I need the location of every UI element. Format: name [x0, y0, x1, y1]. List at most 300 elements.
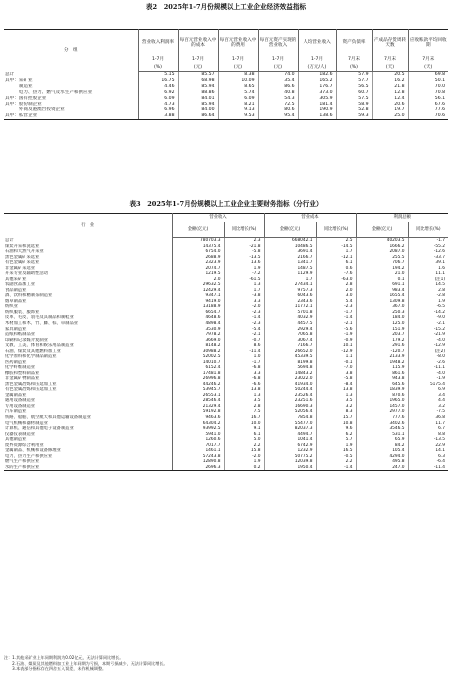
cell-value: 5.74: [218, 90, 258, 96]
cell-value: -6.4: [436, 459, 445, 465]
cell-value: 5.0: [224, 437, 264, 443]
cell-value: -1.9: [436, 376, 445, 382]
column-header: 每百元资产实现的营业收入: [258, 30, 298, 56]
industry-label: 煤炭开采和洗选业: [4, 244, 172, 250]
cell-value: 85.94: [178, 102, 218, 108]
cell-value: 72.5: [258, 102, 298, 108]
cell-value: -13.5: [224, 255, 264, 261]
cell-value: 5175.4: [429, 381, 445, 387]
cell-value: 26652.0: [264, 349, 316, 355]
cell-value: 68.98: [178, 78, 218, 84]
cell-value: 8148.2: [172, 343, 224, 349]
cell-value: 2929.4: [264, 327, 316, 333]
cell-value: 13.8: [316, 387, 356, 393]
cell-value: 2343.6: [264, 299, 316, 305]
industry-label: 仪器仪表制造业: [4, 432, 172, 438]
cell-value: 7978.2: [172, 332, 224, 338]
cell-value: -8.4: [316, 382, 356, 388]
industry-label: 皮革、毛皮、羽毛及其制品和制鞋业: [4, 315, 172, 321]
cell-value: 1457.0: [356, 404, 408, 410]
cell-value: -1.4: [224, 315, 264, 321]
cell-value: 16.75: [138, 78, 178, 84]
cell-value: 21329.4: [172, 404, 224, 410]
unit-label: (元): [258, 64, 298, 72]
industry-label: 总计: [4, 238, 172, 244]
cell-value: -1.7: [436, 238, 445, 243]
industry-column-header: 行 业: [4, 214, 172, 238]
cell-value: -33.7: [433, 254, 445, 260]
cell-value: 52.8: [336, 107, 372, 113]
industry-label: 食品制造业: [4, 288, 172, 294]
column-header: 每百元营业收入中的成本: [178, 30, 218, 56]
cell-value: 2133.9: [356, 354, 408, 360]
industry-label: 家具制造业: [4, 327, 172, 333]
cell-value: 6.1: [224, 432, 264, 438]
group-header-revenue: 营业收入: [172, 214, 264, 222]
industry-label: 电气机械和器材制造业: [4, 421, 172, 427]
cell-value: 10.0: [224, 421, 264, 427]
cell-value: 9.6: [316, 426, 356, 432]
cell-value: 86.6: [258, 84, 298, 90]
cell-value: -12.1: [316, 255, 356, 261]
cell-value: 2.0: [172, 277, 224, 283]
cell-value: 1260.6: [172, 437, 224, 443]
cell-value: -0.5: [316, 454, 356, 460]
cell-value: 16.5: [316, 448, 356, 454]
cell-value: 20.6: [372, 102, 408, 108]
cell-value: -5.8: [316, 376, 356, 382]
row-label: 其中：国有控股企业: [4, 96, 138, 102]
cell-value: 8.8: [438, 431, 445, 437]
cell-value: (注1): [434, 276, 445, 282]
industry-label: 有色金属冶炼和压延加工业: [4, 387, 172, 393]
cell-value: 12890.8: [172, 459, 224, 465]
cell-value: 531.1: [356, 432, 408, 438]
cell-value: -2.1: [436, 320, 445, 326]
cell-value: 2.2: [224, 443, 264, 449]
cell-value: 10.1: [316, 343, 356, 349]
cell-value: 3.3: [224, 371, 264, 377]
cell-value: 1.9: [438, 298, 445, 304]
cell-value: 983.4: [356, 288, 408, 294]
cell-value: 3.8: [316, 371, 356, 377]
cell-value: -7.0: [316, 365, 356, 371]
cell-value: 138.6: [298, 113, 336, 119]
cell-value: 52056.4: [264, 409, 316, 415]
cell-value: 30988.2: [172, 349, 224, 355]
cell-value: 1.1: [316, 354, 356, 360]
cell-value: 40203.5: [356, 238, 408, 244]
cell-value: 14010.7: [172, 360, 224, 366]
table2-efficiency-indicators: [4, 29, 448, 120]
cell-value: 26553.1: [172, 393, 224, 399]
cell-value: -7.6: [316, 271, 356, 277]
industry-label: 非金属矿采选业: [4, 266, 172, 272]
cell-value: 179.2: [356, 338, 408, 344]
cell-value: 22.9: [435, 442, 445, 448]
unit-label: (天): [372, 64, 408, 72]
cell-value: 6043.6: [264, 293, 316, 299]
cell-value: -13.5: [433, 437, 445, 443]
cell-value: 10486.5: [264, 244, 316, 250]
cell-value: -4.0: [436, 337, 445, 343]
industry-label: 黑色金属矿采选业: [4, 255, 172, 261]
cell-value: -11.1: [433, 365, 445, 371]
cell-value: 5.7: [316, 437, 356, 443]
industry-label: 黑色金属冶炼和压延加工业: [4, 382, 172, 388]
cell-value: -9.0: [436, 315, 445, 321]
industry-label: 开采专业及辅助性活动: [4, 271, 172, 277]
cell-value: 77.6: [434, 107, 445, 113]
cell-value: 2.8: [316, 282, 356, 288]
row-label: 总计: [4, 72, 138, 78]
cell-value: 1.7: [316, 249, 356, 255]
cell-value: 14843.2: [264, 371, 316, 377]
cell-value: 6.9: [438, 387, 445, 393]
cell-value: 6.3: [438, 453, 445, 459]
cell-value: 4.73: [138, 102, 178, 108]
industry-label: 汽车制造业: [4, 409, 172, 415]
cell-value: -2.1: [316, 321, 356, 327]
cell-value: -14.2: [433, 309, 445, 315]
cell-value: 373.0: [298, 90, 336, 96]
growth-header: 同比增长(%): [408, 222, 448, 238]
cell-value: 367.0: [356, 304, 408, 310]
cell-value: 9.13: [218, 107, 258, 113]
cell-value: 194.2: [356, 266, 408, 272]
cell-value: 2087.0: [356, 249, 408, 255]
cell-value: 5.4: [316, 299, 356, 305]
group-header-cost: 营业成本: [264, 214, 356, 222]
cell-value: 16.7: [224, 415, 264, 421]
cell-value: -3.8: [224, 293, 264, 299]
cell-value: 1.3: [224, 282, 264, 288]
cell-value: -63.0: [316, 277, 356, 283]
cell-value: 6.92: [138, 90, 178, 96]
cell-value: 6.1: [316, 260, 356, 266]
table3-title: 表3 2025年1-7月份规模以上工业企业主要财务指标（分行业）: [129, 200, 323, 208]
cell-value: -1.9: [316, 332, 356, 338]
table3-financial-indicators-by-industry: [4, 213, 448, 471]
unit-label: (元): [218, 64, 258, 72]
industry-label: 化学纤维制造业: [4, 365, 172, 371]
cell-value: -12.9: [316, 349, 356, 355]
cell-value: 255.5: [356, 255, 408, 261]
cell-value: 9347.1: [172, 293, 224, 299]
industry-label: 水的生产和供应业: [4, 465, 172, 471]
row-label: 其中：私营企业: [4, 113, 138, 119]
cell-value: 57.5: [336, 96, 372, 102]
cell-value: 115.9: [356, 365, 408, 371]
cell-value: 1.9: [224, 266, 264, 272]
cell-value: 59.3: [336, 113, 372, 119]
cell-value: 943.8: [356, 376, 408, 382]
cell-value: 7854.8: [264, 415, 316, 421]
cell-value: -6.8: [224, 365, 264, 371]
cell-value: 2166.7: [264, 255, 316, 261]
cell-value: 70.8: [434, 89, 445, 95]
cell-value: 19.7: [372, 107, 408, 113]
cell-value: 28546.4: [172, 398, 224, 404]
industry-label: 医药制造业: [4, 360, 172, 366]
industry-label: 石油、煤炭及其他燃料加工业: [4, 349, 172, 355]
table-row: [4, 113, 448, 119]
industry-label: 印刷和记录媒介复制业: [4, 338, 172, 344]
cell-value: 184.0: [356, 315, 408, 321]
cell-value: 3.5: [316, 398, 356, 404]
cell-value: -55.2: [433, 243, 445, 249]
cell-value: 1.7: [224, 288, 264, 294]
cell-value: -2.3: [224, 321, 264, 327]
unit-label: (元): [178, 64, 218, 72]
cell-value: 40.8: [258, 90, 298, 96]
cell-value: 84.2: [356, 443, 408, 449]
cell-value: -8.0: [436, 354, 445, 360]
cell-value: 3067.4: [264, 338, 316, 344]
cell-value: 6654.7: [172, 310, 224, 316]
cell-value: 861.6: [356, 371, 408, 377]
amount-header: 金额(亿元): [172, 222, 224, 238]
cell-value: -5.4: [224, 327, 264, 333]
row-label: 制造业: [4, 84, 138, 90]
cell-value: 1839.9: [356, 387, 408, 393]
cell-value: 5941.0: [172, 432, 224, 438]
cell-value: 305.9: [298, 96, 336, 102]
cell-value: 29632.5: [172, 282, 224, 288]
cell-value: 6.7: [438, 426, 445, 432]
cell-value: 13.6: [224, 260, 264, 266]
cell-value: 691.1: [356, 282, 408, 288]
cell-value: 706.7: [356, 260, 408, 266]
cell-value: 151.9: [356, 327, 408, 333]
cell-value: 36.8: [435, 415, 445, 420]
row-label: 其中：股份制企业: [4, 102, 138, 108]
cell-value: 668042.1: [264, 238, 316, 244]
cell-value: 80.6: [258, 107, 298, 113]
cell-value: -11.4: [408, 465, 448, 471]
cell-value: 9.53: [218, 113, 258, 119]
cell-value: -15.2: [433, 326, 445, 332]
cell-value: -2.3: [224, 310, 264, 316]
cell-value: 1.3: [316, 393, 356, 399]
industry-label: 有色金属矿采选业: [4, 260, 172, 266]
period-label: 7月末: [336, 56, 372, 64]
cell-value: 182.6: [298, 72, 336, 78]
cell-value: 11772.1: [264, 304, 316, 310]
cell-value: 4494.7: [264, 432, 316, 438]
cell-value: 1.0: [224, 354, 264, 360]
cell-value: 69.8: [434, 72, 445, 77]
cell-value: 7017.7: [172, 443, 224, 449]
cell-value: 3691.4: [264, 249, 316, 255]
cell-value: 1965.0: [356, 398, 408, 404]
cell-value: 6754.0: [172, 249, 224, 255]
cell-value: 2323.9: [172, 260, 224, 266]
row-label: 其中：采矿业: [4, 78, 138, 84]
cell-value: 250.3: [356, 310, 408, 316]
cell-value: 9757.3: [264, 288, 316, 294]
cell-value: 176.7: [298, 84, 336, 90]
footnote-line: 2.石油、煤炭及其他燃料加工业上年同期为亏损，本期亏损减少，无法计算同比增长。: [4, 660, 168, 666]
cell-value: 13188.9: [172, 304, 224, 310]
cell-value: 2.3: [224, 238, 264, 244]
cell-value: 88.86: [178, 90, 218, 96]
cell-value: 1041.4: [264, 437, 316, 443]
cell-value: 74.0: [258, 72, 298, 78]
cell-value: -1.7: [316, 310, 356, 316]
period-label: 1-7月: [298, 56, 336, 64]
cell-value: 291.6: [356, 343, 408, 349]
cell-value: 495.8: [356, 459, 408, 465]
cell-value: (注2): [434, 348, 445, 354]
industry-label: 其他制造业: [4, 437, 172, 443]
cell-value: -7.2: [224, 271, 264, 277]
cell-value: 11.1: [435, 271, 445, 277]
cell-value: 39.1: [435, 260, 445, 266]
industry-label: 文教、工美、体育和娱乐用品制造业: [4, 343, 172, 349]
industry-label: 通用设备制造业: [4, 398, 172, 404]
industry-label: 木材加工和木、竹、藤、棕、草制品业: [4, 321, 172, 327]
cell-value: 181.4: [298, 102, 336, 108]
cell-value: -6.8: [224, 376, 264, 382]
cell-value: 15.7: [316, 415, 356, 421]
cell-value: -4.0: [436, 370, 445, 376]
cell-value: 2688.9: [172, 255, 224, 261]
cell-value: -120.7: [356, 349, 408, 355]
cell-value: 645.6: [356, 382, 408, 388]
cell-value: 12.4: [372, 96, 408, 102]
cell-value: -11.4: [224, 349, 264, 355]
cell-value: 20.5: [372, 72, 408, 78]
cell-value: 12.8: [372, 90, 408, 96]
cell-value: 44246.2: [172, 382, 224, 388]
unit-label: (万元/人): [298, 64, 336, 72]
cell-value: 1948.2: [356, 360, 408, 366]
period-label: 1-7月: [178, 56, 218, 64]
cell-value: -2.6: [436, 359, 445, 365]
cell-value: 8.3: [316, 409, 356, 415]
row-label: 电力、热力、燃气及水生产和供应业: [4, 90, 138, 96]
cell-value: 8.38: [218, 72, 258, 78]
cell-value: 4.46: [138, 84, 178, 90]
column-header: 营业收入利润率: [138, 30, 178, 56]
cell-value: 2.8: [438, 287, 445, 293]
industry-label: 橡胶和塑料制品业: [4, 371, 172, 377]
cell-value: 95.4: [258, 113, 298, 119]
cell-value: 2977.0: [356, 409, 408, 415]
growth-header: 同比增长(%): [316, 222, 356, 238]
industry-label: 酒、饮料和精制茶制造业: [4, 293, 172, 299]
cell-value: -0.9: [316, 338, 356, 344]
cell-value: 0.2: [224, 465, 264, 471]
cell-value: 3.0: [316, 293, 356, 299]
cell-value: 0.1: [356, 277, 408, 283]
growth-header: 同比增长(%): [224, 222, 264, 238]
industry-label: 金属制品业: [4, 393, 172, 399]
cell-value: 0.6: [316, 266, 356, 272]
period-label: 1-7月: [258, 56, 298, 64]
cell-value: 93992.5: [172, 426, 224, 432]
cell-value: 16.2: [372, 78, 408, 84]
amount-header: 金额(亿元): [264, 222, 316, 238]
row-label: 外商及港澳台投资企业: [4, 107, 138, 113]
cell-value: -1.7: [224, 360, 264, 366]
cell-value: 21.0: [356, 271, 408, 277]
cell-value: -1.4: [316, 465, 356, 471]
cell-value: 27434.1: [264, 282, 316, 288]
industry-label: 金属制品、机械和设备修理业: [4, 448, 172, 454]
table2-title: 表2 2025年1-7月份规模以上工业企业经济效益指标: [145, 3, 307, 11]
cell-value: 53945.7: [172, 387, 224, 393]
group-header-profit: 利润总额: [356, 214, 448, 222]
industry-label: 化学原料和化学制品制造业: [4, 354, 172, 360]
cell-value: 10.09: [218, 78, 258, 84]
industry-label: 造纸和纸制品业: [4, 332, 172, 338]
cell-value: 6.09: [218, 96, 258, 102]
cell-value: 7065.8: [264, 332, 316, 338]
cell-value: 1.3: [224, 393, 264, 399]
column-header: 资产负债率: [336, 30, 372, 56]
industry-label: 铁路、船舶、航空航天和其他运输设备制造业: [4, 415, 172, 421]
cell-value: 15.8: [224, 448, 264, 454]
cell-value: 8.65: [218, 84, 258, 90]
cell-value: 3.3: [224, 299, 264, 305]
cell-value: 8.6: [224, 343, 264, 349]
cell-value: 6.09: [138, 96, 178, 102]
cell-value: 9463.6: [172, 415, 224, 421]
cell-value: -2.8: [436, 293, 445, 299]
cell-value: 190.9: [298, 107, 336, 113]
industry-label: 电力、热力生产和供应业: [4, 454, 172, 460]
cell-value: 4898.4: [172, 321, 224, 327]
cell-value: 35.4: [258, 78, 298, 84]
cell-value: 1.9: [224, 459, 264, 465]
cell-value: -0.1: [316, 360, 356, 366]
cell-value: 1666.2: [356, 244, 408, 250]
cell-value: 41934.0: [264, 382, 316, 388]
industry-label: 废弃资源综合利用业: [4, 443, 172, 449]
cell-value: 45339.5: [264, 354, 316, 360]
cell-value: 85.57: [178, 72, 218, 78]
cell-value: 14.5: [435, 282, 445, 288]
cell-value: 70.6: [408, 113, 448, 119]
cell-value: -12.6: [433, 249, 445, 255]
cell-value: 65.9: [356, 437, 408, 443]
unit-label: (%): [336, 64, 372, 72]
cell-value: 1232.9: [264, 448, 316, 454]
cell-value: 57.9: [336, 72, 372, 78]
cell-value: 777.6: [356, 415, 408, 421]
cell-value: 7166.7: [264, 343, 316, 349]
cell-value: 870.6: [356, 393, 408, 399]
cell-value: 3530.9: [172, 327, 224, 333]
cell-value: 56.1: [434, 95, 445, 101]
industry-label: 石油和天然气开采业: [4, 249, 172, 255]
cell-value: 57243.8: [172, 454, 224, 460]
cell-value: 3.2: [316, 404, 356, 410]
cell-value: 6152.4: [172, 365, 224, 371]
cell-value: 1219.5: [172, 271, 224, 277]
period-label: 7月末: [372, 56, 408, 64]
cell-value: 6742.9: [264, 443, 316, 449]
cell-value: 203.7: [356, 332, 408, 338]
cell-value: 12429.4: [172, 288, 224, 294]
cell-value: 58.9: [336, 102, 372, 108]
cell-value: 2.0: [316, 288, 356, 294]
period-label: 7月末: [422, 56, 435, 62]
cell-value: 86.64: [178, 113, 218, 119]
cell-value: 2.8: [224, 404, 264, 410]
